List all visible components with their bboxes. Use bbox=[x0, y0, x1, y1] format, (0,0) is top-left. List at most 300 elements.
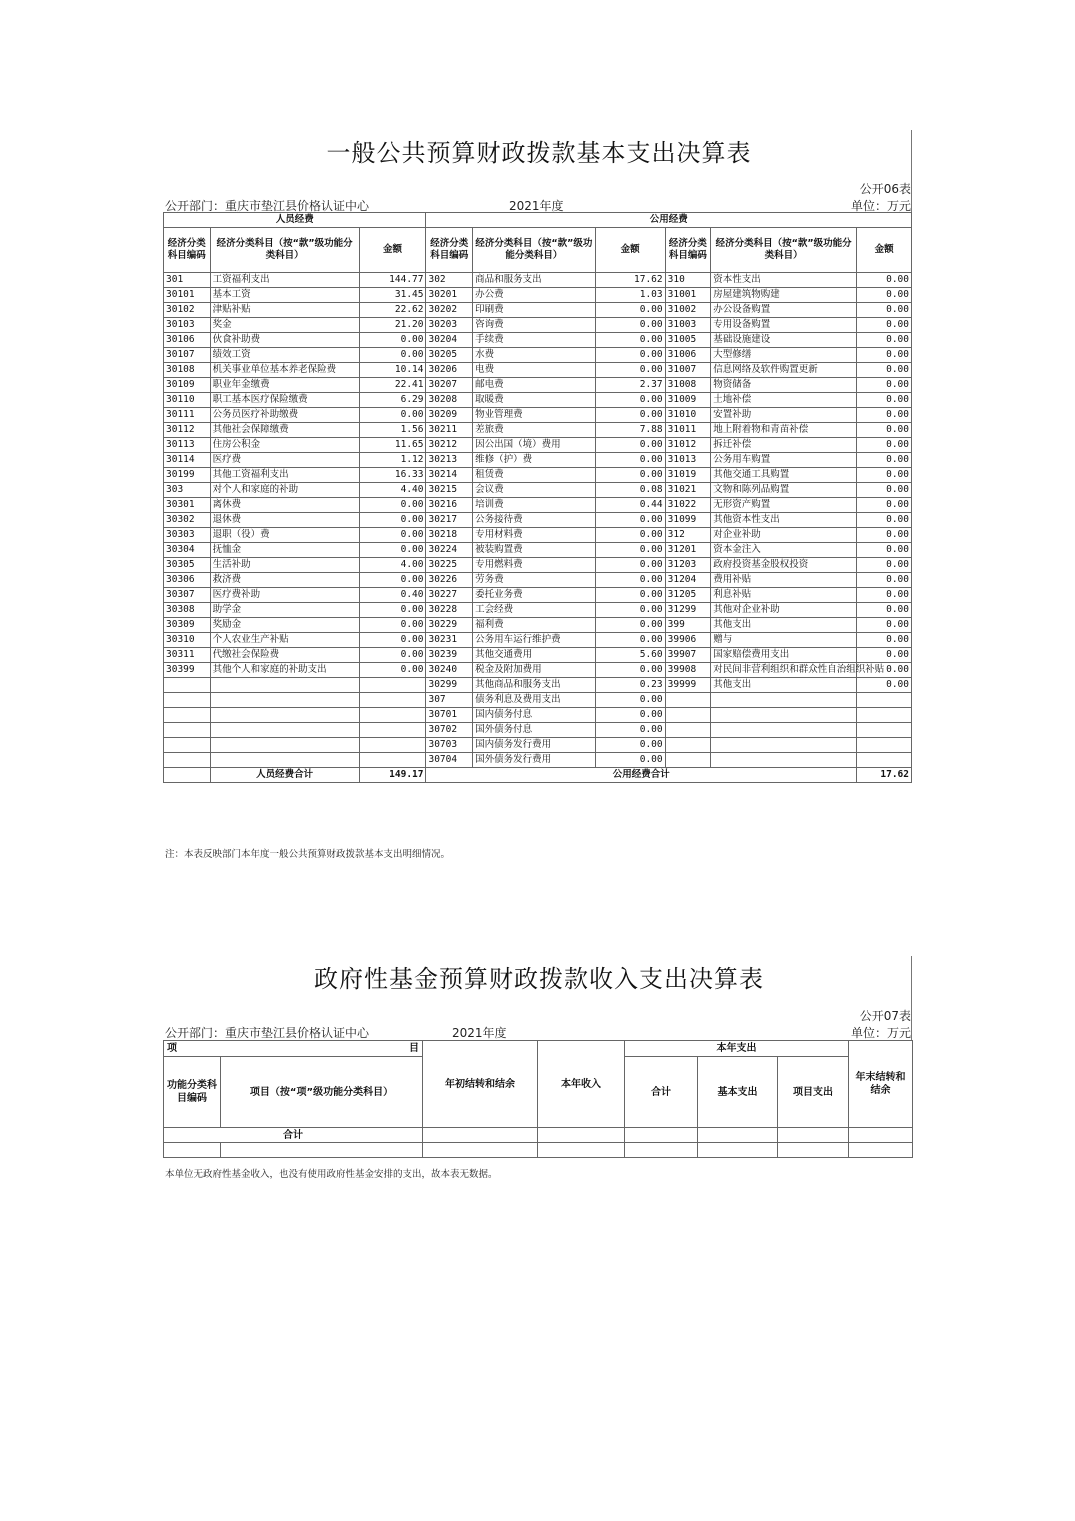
item-amount: 0.00 bbox=[359, 528, 426, 543]
item-name bbox=[210, 753, 359, 768]
item-code bbox=[164, 753, 211, 768]
table2-unit: 单位：万元 bbox=[850, 1026, 911, 1040]
item-amount: 0.00 bbox=[857, 438, 912, 453]
empty-cell bbox=[423, 1143, 538, 1158]
item-amount: 0.00 bbox=[595, 633, 665, 648]
item-amount: 0.00 bbox=[595, 693, 665, 708]
annual-expense-header: 本年支出 bbox=[625, 1041, 849, 1057]
item-name: 其他社会保障缴费 bbox=[210, 423, 359, 438]
table1-unit: 单位：万元 bbox=[850, 199, 911, 213]
table-row bbox=[164, 633, 912, 648]
item-name: 办公设备购置 bbox=[711, 303, 857, 318]
table-row bbox=[164, 663, 912, 678]
project-expense-header: 项目支出 bbox=[778, 1057, 849, 1128]
item-code: 30216 bbox=[426, 498, 473, 513]
public-total-value: 17.62 bbox=[857, 768, 912, 783]
personnel-total-label: 人员经费合计 bbox=[210, 768, 359, 783]
item-name: 对企业补助 bbox=[711, 528, 857, 543]
item-name: 其他工资福利支出 bbox=[210, 468, 359, 483]
item-name: 资本金注入 bbox=[711, 543, 857, 558]
item-amount: 0.00 bbox=[595, 333, 665, 348]
col-header-amount: 金额 bbox=[857, 228, 912, 273]
item-name: 国内债务发行费用 bbox=[473, 738, 596, 753]
opening-balance-header: 年初结转和结余 bbox=[423, 1041, 538, 1128]
item-amount: 0.00 bbox=[857, 303, 912, 318]
item-amount: 0.00 bbox=[595, 393, 665, 408]
item-amount: 4.00 bbox=[359, 558, 426, 573]
table-row bbox=[164, 273, 912, 288]
item-left-label: 项 bbox=[167, 1043, 177, 1054]
item-name: 房屋建筑物购建 bbox=[711, 288, 857, 303]
item-code: 302 bbox=[426, 273, 473, 288]
item-code: 30205 bbox=[426, 348, 473, 363]
item-amount: 0.00 bbox=[857, 378, 912, 393]
item-name: 专用设备购置 bbox=[711, 318, 857, 333]
item-code: 31299 bbox=[665, 603, 711, 618]
item-code: 30307 bbox=[164, 588, 211, 603]
item-name: 办公费 bbox=[473, 288, 596, 303]
item-code: 39907 bbox=[665, 648, 711, 663]
item-name: 培训费 bbox=[473, 498, 596, 513]
item-name: 取暖费 bbox=[473, 393, 596, 408]
item-name: 伙食补助费 bbox=[210, 333, 359, 348]
item-amount: 0.00 bbox=[595, 453, 665, 468]
item-name: 物资储备 bbox=[711, 378, 857, 393]
item-code: 30217 bbox=[426, 513, 473, 528]
item-code: 30702 bbox=[426, 723, 473, 738]
item-code: 30215 bbox=[426, 483, 473, 498]
empty-cell bbox=[849, 1143, 913, 1158]
item-code bbox=[164, 723, 211, 738]
empty-cell bbox=[849, 1128, 913, 1143]
item-amount: 7.88 bbox=[595, 423, 665, 438]
item-name: 基本工资 bbox=[210, 288, 359, 303]
item-amount: 0.00 bbox=[595, 363, 665, 378]
item-name: 奖金 bbox=[210, 318, 359, 333]
item-name: 其他商品和服务支出 bbox=[473, 678, 596, 693]
item-amount bbox=[359, 723, 426, 738]
item-amount: 17.62 bbox=[595, 273, 665, 288]
empty-cell bbox=[423, 1128, 538, 1143]
item-amount: 0.00 bbox=[359, 603, 426, 618]
item-amount: 1.56 bbox=[359, 423, 426, 438]
item-name: 其他个人和家庭的补助支出 bbox=[210, 663, 359, 678]
item-amount: 0.00 bbox=[595, 438, 665, 453]
item-code: 30701 bbox=[426, 708, 473, 723]
table1-year: 2021年度 bbox=[509, 199, 564, 213]
item-name: 税金及附加费用 bbox=[473, 663, 596, 678]
empty-cell bbox=[698, 1128, 778, 1143]
item-code: 30106 bbox=[164, 333, 211, 348]
table1-department: 公开部门：重庆市垫江县价格认证中心 bbox=[165, 199, 370, 213]
item-amount: 5.60 bbox=[595, 648, 665, 663]
table-row bbox=[164, 288, 912, 303]
item-code: 30212 bbox=[426, 438, 473, 453]
table-row bbox=[164, 438, 912, 453]
item-code: 30103 bbox=[164, 318, 211, 333]
item-code: 30227 bbox=[426, 588, 473, 603]
empty-cell bbox=[538, 1143, 625, 1158]
basic-expenditure-table bbox=[163, 212, 912, 783]
item-amount: 0.00 bbox=[595, 708, 665, 723]
item-code: 30107 bbox=[164, 348, 211, 363]
item-amount: 0.00 bbox=[359, 513, 426, 528]
item-amount: 0.23 bbox=[595, 678, 665, 693]
item-name bbox=[711, 738, 857, 753]
table-row bbox=[164, 543, 912, 558]
empty-cell bbox=[164, 1143, 221, 1158]
empty-cell bbox=[164, 768, 211, 783]
func-code-header: 功能分类科目编码 bbox=[164, 1057, 221, 1128]
table-row bbox=[164, 498, 912, 513]
item-amount: 0.00 bbox=[595, 738, 665, 753]
item-name: 因公出国（境）费用 bbox=[473, 438, 596, 453]
col-header-code: 经济分类科目编码 bbox=[164, 228, 211, 273]
item-name bbox=[210, 738, 359, 753]
item-amount: 0.00 bbox=[857, 648, 912, 663]
item-amount: 0.00 bbox=[857, 408, 912, 423]
table2-form-no: 公开07表 bbox=[859, 1009, 911, 1023]
item-code: 30102 bbox=[164, 303, 211, 318]
item-amount: 0.00 bbox=[595, 588, 665, 603]
item-amount: 0.00 bbox=[857, 558, 912, 573]
item-amount: 21.20 bbox=[359, 318, 426, 333]
item-code: 30209 bbox=[426, 408, 473, 423]
item-code: 30231 bbox=[426, 633, 473, 648]
item-code: 31001 bbox=[665, 288, 711, 303]
item-code: 30229 bbox=[426, 618, 473, 633]
item-name: 公务员医疗补助缴费 bbox=[210, 408, 359, 423]
item-code: 30202 bbox=[426, 303, 473, 318]
item-amount: 0.00 bbox=[857, 678, 912, 693]
government-fund-table bbox=[163, 1040, 913, 1158]
item-code bbox=[164, 678, 211, 693]
item-name: 其他交通费用 bbox=[473, 648, 596, 663]
item-amount: 0.00 bbox=[595, 468, 665, 483]
item-amount: 0.00 bbox=[857, 588, 912, 603]
item-amount: 0.00 bbox=[857, 603, 912, 618]
item-name: 对民间非营利组织和群众性自治组织补贴 bbox=[711, 663, 857, 678]
item-code: 31021 bbox=[665, 483, 711, 498]
table2-total-label: 合计 bbox=[164, 1128, 423, 1143]
item-amount: 31.45 bbox=[359, 288, 426, 303]
item-name: 公务用车购置 bbox=[711, 453, 857, 468]
table2-year: 2021年度 bbox=[452, 1026, 507, 1040]
item-code: 30111 bbox=[164, 408, 211, 423]
item-code: 31006 bbox=[665, 348, 711, 363]
col-header-code: 经济分类科目编码 bbox=[426, 228, 473, 273]
item-code: 31022 bbox=[665, 498, 711, 513]
item-code: 30114 bbox=[164, 453, 211, 468]
item-header bbox=[164, 1041, 423, 1057]
item-code: 30206 bbox=[426, 363, 473, 378]
item-amount: 0.00 bbox=[857, 363, 912, 378]
item-name: 费用补贴 bbox=[711, 573, 857, 588]
table-row bbox=[164, 483, 912, 498]
table-row bbox=[164, 393, 912, 408]
item-code: 30302 bbox=[164, 513, 211, 528]
item-code: 303 bbox=[164, 483, 211, 498]
item-code: 30305 bbox=[164, 558, 211, 573]
item-amount: 0.00 bbox=[857, 288, 912, 303]
item-code: 31205 bbox=[665, 588, 711, 603]
item-code: 30304 bbox=[164, 543, 211, 558]
item-amount bbox=[857, 738, 912, 753]
item-name: 个人农业生产补贴 bbox=[210, 633, 359, 648]
table-row bbox=[164, 348, 912, 363]
table-row bbox=[164, 363, 912, 378]
item-code: 30299 bbox=[426, 678, 473, 693]
item-name: 抚恤金 bbox=[210, 543, 359, 558]
item-code: 30101 bbox=[164, 288, 211, 303]
item-code: 31013 bbox=[665, 453, 711, 468]
item-amount: 22.62 bbox=[359, 303, 426, 318]
item-code bbox=[665, 738, 711, 753]
item-code: 31007 bbox=[665, 363, 711, 378]
item-code: 30225 bbox=[426, 558, 473, 573]
item-code bbox=[164, 708, 211, 723]
item-amount: 0.00 bbox=[595, 408, 665, 423]
table-row bbox=[164, 723, 912, 738]
item-amount: 4.40 bbox=[359, 483, 426, 498]
table-row bbox=[164, 753, 912, 768]
item-code: 30201 bbox=[426, 288, 473, 303]
table2-title: 政府性基金预算财政拨款收入支出决算表 bbox=[314, 965, 764, 993]
item-name: 委托业务费 bbox=[473, 588, 596, 603]
item-amount bbox=[857, 708, 912, 723]
item-amount: 0.00 bbox=[595, 513, 665, 528]
item-code: 30113 bbox=[164, 438, 211, 453]
empty-cell bbox=[221, 1143, 423, 1158]
item-name: 水费 bbox=[473, 348, 596, 363]
item-name bbox=[711, 708, 857, 723]
item-code bbox=[665, 708, 711, 723]
item-amount: 0.00 bbox=[857, 468, 912, 483]
item-code: 30213 bbox=[426, 453, 473, 468]
item-amount: 22.41 bbox=[359, 378, 426, 393]
item-code: 31012 bbox=[665, 438, 711, 453]
item-amount: 0.00 bbox=[595, 543, 665, 558]
item-code: 31002 bbox=[665, 303, 711, 318]
item-code: 31003 bbox=[665, 318, 711, 333]
item-name: 奖励金 bbox=[210, 618, 359, 633]
item-amount: 6.29 bbox=[359, 393, 426, 408]
item-name: 其他资本性支出 bbox=[711, 513, 857, 528]
item-code: 30108 bbox=[164, 363, 211, 378]
personnel-group-header: 人员经费 bbox=[164, 213, 426, 228]
item-code: 30306 bbox=[164, 573, 211, 588]
item-name bbox=[711, 753, 857, 768]
item-amount: 0.00 bbox=[857, 633, 912, 648]
item-name: 国家赔偿费用支出 bbox=[711, 648, 857, 663]
item-amount: 0.08 bbox=[595, 483, 665, 498]
item-code: 30309 bbox=[164, 618, 211, 633]
item-amount bbox=[857, 753, 912, 768]
table-row bbox=[164, 303, 912, 318]
table1-total-row bbox=[164, 768, 912, 783]
table-row bbox=[164, 693, 912, 708]
table-row bbox=[164, 678, 912, 693]
personnel-total-value: 149.17 bbox=[359, 768, 426, 783]
item-amount bbox=[359, 693, 426, 708]
item-code: 399 bbox=[665, 618, 711, 633]
empty-cell bbox=[778, 1143, 849, 1158]
table1-form-no: 公开06表 bbox=[859, 182, 911, 196]
item-code: 312 bbox=[665, 528, 711, 543]
item-code: 31204 bbox=[665, 573, 711, 588]
item-code: 30399 bbox=[164, 663, 211, 678]
col-header-name: 经济分类科目（按“款”级功能分类科目） bbox=[473, 228, 596, 273]
annual-income-header: 本年收入 bbox=[538, 1041, 625, 1128]
item-code: 30310 bbox=[164, 633, 211, 648]
item-name: 医疗费补助 bbox=[210, 588, 359, 603]
item-code: 31005 bbox=[665, 333, 711, 348]
item-amount: 0.00 bbox=[857, 663, 912, 678]
item-name: 电费 bbox=[473, 363, 596, 378]
table-row bbox=[164, 573, 912, 588]
item-name: 福利费 bbox=[473, 618, 596, 633]
item-name: 其他支出 bbox=[711, 678, 857, 693]
table-row bbox=[164, 378, 912, 393]
item-name: 专用燃料费 bbox=[473, 558, 596, 573]
item-amount: 0.00 bbox=[595, 618, 665, 633]
item-name: 离休费 bbox=[210, 498, 359, 513]
item-name: 医疗费 bbox=[210, 453, 359, 468]
item-code: 30226 bbox=[426, 573, 473, 588]
table-row bbox=[164, 618, 912, 633]
item-amount: 0.00 bbox=[857, 273, 912, 288]
item-amount: 0.00 bbox=[857, 318, 912, 333]
item-code: 30211 bbox=[426, 423, 473, 438]
table-row bbox=[164, 318, 912, 333]
empty-cell bbox=[538, 1128, 625, 1143]
item-name: 会议费 bbox=[473, 483, 596, 498]
item-amount: 0.00 bbox=[595, 558, 665, 573]
item-name: 信息网络及软件购置更新 bbox=[711, 363, 857, 378]
item-code bbox=[665, 753, 711, 768]
item-name: 代缴社会保险费 bbox=[210, 648, 359, 663]
item-amount bbox=[359, 678, 426, 693]
item-right-label: 目 bbox=[409, 1043, 419, 1054]
item-code: 30301 bbox=[164, 498, 211, 513]
item-code bbox=[665, 693, 711, 708]
closing-balance-header: 年末结转和结余 bbox=[849, 1041, 913, 1128]
basic-expense-header: 基本支出 bbox=[698, 1057, 778, 1128]
item-name: 土地补偿 bbox=[711, 393, 857, 408]
item-name: 无形资产购置 bbox=[711, 498, 857, 513]
item-name: 退休费 bbox=[210, 513, 359, 528]
item-amount: 11.65 bbox=[359, 438, 426, 453]
item-amount bbox=[359, 708, 426, 723]
item-code: 30199 bbox=[164, 468, 211, 483]
item-code: 30239 bbox=[426, 648, 473, 663]
item-code: 31009 bbox=[665, 393, 711, 408]
item-code: 39906 bbox=[665, 633, 711, 648]
item-amount: 0.00 bbox=[595, 318, 665, 333]
item-name bbox=[210, 723, 359, 738]
table1-note: 注：本表反映部门本年度一般公共预算财政拨款基本支出明细情况。 bbox=[165, 849, 451, 860]
item-amount: 0.00 bbox=[359, 648, 426, 663]
empty-cell bbox=[625, 1143, 698, 1158]
item-name: 租赁费 bbox=[473, 468, 596, 483]
col-header-name: 经济分类科目（按“款”级功能分类科目） bbox=[711, 228, 857, 273]
item-name: 其他交通工具购置 bbox=[711, 468, 857, 483]
table-row bbox=[164, 588, 912, 603]
item-name: 退职（役）费 bbox=[210, 528, 359, 543]
item-amount: 0.00 bbox=[359, 573, 426, 588]
item-name: 其他支出 bbox=[711, 618, 857, 633]
item-code: 307 bbox=[426, 693, 473, 708]
item-name: 商品和服务支出 bbox=[473, 273, 596, 288]
item-amount: 0.00 bbox=[359, 663, 426, 678]
item-code: 30224 bbox=[426, 543, 473, 558]
table1-title: 一般公共预算财政拨款基本支出决算表 bbox=[326, 139, 752, 167]
item-name-header: 项目（按“项”级功能分类科目） bbox=[221, 1057, 423, 1128]
item-name: 债务利息及费用支出 bbox=[473, 693, 596, 708]
table2-note: 本单位无政府性基金收入，也没有使用政府性基金安排的支出，故本表无数据。 bbox=[165, 1169, 498, 1180]
item-amount bbox=[857, 693, 912, 708]
item-code: 30308 bbox=[164, 603, 211, 618]
table1-body bbox=[164, 273, 912, 768]
item-amount: 0.00 bbox=[857, 333, 912, 348]
item-name: 大型修缮 bbox=[711, 348, 857, 363]
item-code bbox=[164, 693, 211, 708]
item-code: 30303 bbox=[164, 528, 211, 543]
item-name: 职业年金缴费 bbox=[210, 378, 359, 393]
item-code: 30704 bbox=[426, 753, 473, 768]
item-name: 文物和陈列品购置 bbox=[711, 483, 857, 498]
item-name: 机关事业单位基本养老保险费 bbox=[210, 363, 359, 378]
item-code bbox=[164, 738, 211, 753]
table-row bbox=[164, 423, 912, 438]
item-name bbox=[711, 723, 857, 738]
item-code: 30203 bbox=[426, 318, 473, 333]
item-amount: 0.00 bbox=[359, 408, 426, 423]
item-amount: 0.00 bbox=[359, 633, 426, 648]
item-name: 公务用车运行维护费 bbox=[473, 633, 596, 648]
item-amount: 0.00 bbox=[857, 348, 912, 363]
col-header-amount: 金额 bbox=[595, 228, 665, 273]
item-amount: 0.44 bbox=[595, 498, 665, 513]
item-amount bbox=[359, 753, 426, 768]
item-name bbox=[210, 678, 359, 693]
item-code: 30112 bbox=[164, 423, 211, 438]
item-amount: 0.00 bbox=[857, 453, 912, 468]
item-amount: 0.00 bbox=[595, 303, 665, 318]
item-name: 基础设施建设 bbox=[711, 333, 857, 348]
item-code: 30208 bbox=[426, 393, 473, 408]
item-name: 国外债务付息 bbox=[473, 723, 596, 738]
item-amount: 0.00 bbox=[595, 528, 665, 543]
item-name: 劳务费 bbox=[473, 573, 596, 588]
item-amount: 0.00 bbox=[857, 423, 912, 438]
subtotal-header: 合计 bbox=[625, 1057, 698, 1128]
item-code: 310 bbox=[665, 273, 711, 288]
item-amount: 0.00 bbox=[595, 753, 665, 768]
item-amount: 0.00 bbox=[595, 573, 665, 588]
item-name: 公务接待费 bbox=[473, 513, 596, 528]
item-amount: 0.00 bbox=[359, 618, 426, 633]
empty-cell bbox=[625, 1128, 698, 1143]
item-name: 维修（护）费 bbox=[473, 453, 596, 468]
item-code: 30228 bbox=[426, 603, 473, 618]
table-row bbox=[164, 738, 912, 753]
item-code: 31201 bbox=[665, 543, 711, 558]
item-code: 31099 bbox=[665, 513, 711, 528]
item-amount: 0.00 bbox=[595, 723, 665, 738]
public-total-label: 公用经费合计 bbox=[426, 768, 857, 783]
table-row bbox=[164, 408, 912, 423]
